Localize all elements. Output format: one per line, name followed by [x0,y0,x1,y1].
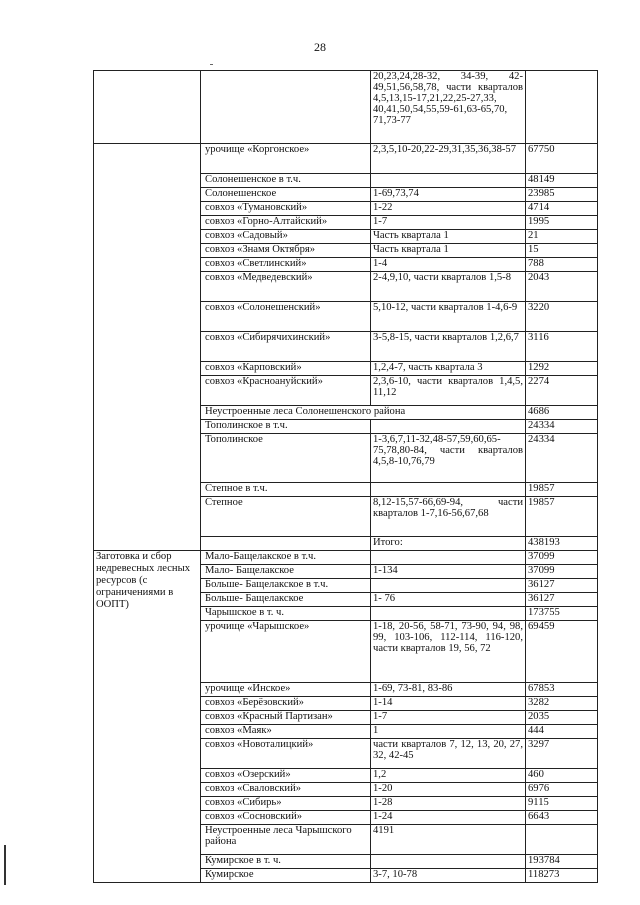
table-row [94,551,598,565]
table-row [94,174,598,188]
forestry-name-cell: совхоз «Светлинский» [201,258,371,272]
forestry-name-cell: урочище «Коргонское» [201,144,371,174]
area-cell: 19857 [526,483,598,497]
activity-cell [94,406,201,420]
area-cell: 3297 [526,739,598,769]
forestry-name-cell: Кумирское [201,869,371,883]
table-row [94,332,598,362]
area-cell: 21 [526,230,598,244]
quarters-cell: 1- 76 [371,593,526,607]
forestry-name-cell: совхоз «Озерский» [201,769,371,783]
activity-cell [94,188,201,202]
quarters-cell [371,174,526,188]
forestry-name-cell: совхоз «Карповский» [201,362,371,376]
area-cell: 69459 [526,621,598,683]
activity-cell [94,497,201,537]
forestry-name-cell: совхоз «Красный Партизан» [201,711,371,725]
forestry-name-cell: Больше- Бащелакское [201,593,371,607]
quarters-cell: 1-4 [371,258,526,272]
quarters-cell: 1,2,4-7, часть квартала 3 [371,362,526,376]
table-row [94,497,598,537]
forestry-name-cell: Солонешенское в т.ч. [201,174,371,188]
area-cell: 48149 [526,174,598,188]
forestry-name-cell: совхоз «Солонешенский» [201,302,371,332]
quarters-cell: 1-18, 20-56, 58-71, 73-90, 94, 98, 99, 103-106, 112-114, 116-120, части кварталов 19, 56, 72 [371,621,526,683]
area-cell: 173755 [526,607,598,621]
quarters-cell: 1,2 [371,769,526,783]
area-cell: 24334 [526,420,598,434]
area-cell: 4714 [526,202,598,216]
forestry-name-cell: совхоз «Медведевский» [201,272,371,302]
forestry-name-cell: совхоз «Сваловский» [201,783,371,797]
activity-cell [94,244,201,258]
margin-mark [4,845,6,885]
forestry-name-cell [201,71,371,144]
quarters-cell: 1-3,6,7,11-32,48-57,59,60,65-75,78,80-84, части кварталов 4,5,8-10,76,79 [371,434,526,483]
area-cell: 788 [526,258,598,272]
area-cell: 460 [526,769,598,783]
table-row [94,362,598,376]
area-cell: 2274 [526,376,598,406]
table-row [94,406,598,420]
activity-cell: Заготовка и сбор недревесных лесных ресурсов (с ограничениями в ООПТ) [94,551,201,883]
activity-cell [94,272,201,302]
area-cell: 118273 [526,869,598,883]
quarters-cell: 1-14 [371,697,526,711]
area-cell: 4686 [526,406,598,420]
area-cell: 3116 [526,332,598,362]
quarters-cell: 3-7, 10-78 [371,869,526,883]
area-cell: 67750 [526,144,598,174]
quarters-cell [371,551,526,565]
forestry-name-cell [201,537,371,551]
area-cell: 19857 [526,497,598,537]
table-row [94,302,598,332]
table-row [94,483,598,497]
quarters-cell: 1-20 [371,783,526,797]
quarters-cell: 1-7 [371,711,526,725]
quarters-cell [371,607,526,621]
area-cell: 36127 [526,579,598,593]
forestry-name-cell: совхоз «Сосновский» [201,811,371,825]
area-cell: 37099 [526,551,598,565]
activity-cell [94,174,201,188]
table-row [94,537,598,551]
forestry-name-cell: совхоз «Красноануйский» [201,376,371,406]
area-cell: 67853 [526,683,598,697]
area-cell: 193784 [526,855,598,869]
forestry-name-cell: Тополинское [201,434,371,483]
forestry-name-cell: Больше- Бащелакское в т.ч. [201,579,371,593]
quarters-cell: 1 [371,725,526,739]
area-cell [526,71,598,144]
forestry-name-cell: совхоз «Тумановский» [201,202,371,216]
quarters-cell [371,483,526,497]
area-cell: 3282 [526,697,598,711]
quarters-cell: 2,3,6-10, части кварталов 1,4,5, 11,12 [371,376,526,406]
forestry-name-cell: Степное в т.ч. [201,483,371,497]
forestry-name-cell: урочище «Чарышское» [201,621,371,683]
forestry-name-cell: Неустроенные леса Солонешенского района [201,406,526,420]
area-cell: 2035 [526,711,598,725]
activity-cell [94,420,201,434]
area-cell: 36127 [526,593,598,607]
area-cell: 2043 [526,272,598,302]
forestry-name-cell: Неустроенные леса Чарышского района [201,825,371,855]
activity-cell [94,332,201,362]
forestry-name-cell: совхоз «Сибирячихинский» [201,332,371,362]
table-row [94,434,598,483]
table-row [94,230,598,244]
quarters-cell: 4191 [371,825,526,855]
activity-cell [94,376,201,406]
activity-cell [94,71,201,144]
table-row [94,144,598,174]
forestry-name-cell: Кумирское в т. ч. [201,855,371,869]
area-cell: 23985 [526,188,598,202]
table-row [94,216,598,230]
table-row [94,258,598,272]
quarters-cell [371,579,526,593]
area-cell: 15 [526,244,598,258]
quarters-cell: Часть квартала 1 [371,230,526,244]
forestry-name-cell: Чарышское в т. ч. [201,607,371,621]
forestry-name-cell: Солонешенское [201,188,371,202]
activity-cell [94,216,201,230]
area-cell [526,825,598,855]
quarters-cell: 20,23,24,28-32, 34-39, 42-49,51,56,58,78, части кварталов 4,5,13,15-17,21,22,25-27,33, 40,41,50,54,55,59-61,63-65,70, 71,73-77 [371,71,526,144]
quarters-cell: части кварталов 7, 12, 13, 20, 27, 32, 42-45 [371,739,526,769]
forestry-name-cell: совхоз «Сибирь» [201,797,371,811]
quarters-cell: 1-134 [371,565,526,579]
forestry-name-cell: совхоз «Садовый» [201,230,371,244]
activity-cell [94,302,201,332]
forestry-name-cell: совхоз «Новоталицкий» [201,739,371,769]
table-row [94,376,598,406]
area-cell: 3220 [526,302,598,332]
quarters-cell: 1-69,73,74 [371,188,526,202]
area-cell: 37099 [526,565,598,579]
quarters-cell: 2,3,5,10-20,22-29,31,35,36,38-57 [371,144,526,174]
activity-cell [94,537,201,551]
area-cell: 1292 [526,362,598,376]
area-cell: 444 [526,725,598,739]
table-row [94,202,598,216]
forestry-name-cell: совхоз «Берёзовский» [201,697,371,711]
quarters-cell [371,420,526,434]
forestry-name-cell: совхоз «Знамя Октября» [201,244,371,258]
table-row [94,71,598,144]
activity-cell [94,230,201,244]
quarters-cell: 1-69, 73-81, 83-86 [371,683,526,697]
quarters-cell: 1-7 [371,216,526,230]
area-cell: 24334 [526,434,598,483]
forestry-name-cell: Тополинское в т.ч. [201,420,371,434]
scan-mark [210,64,213,65]
activity-cell [94,434,201,483]
quarters-cell: 1-24 [371,811,526,825]
forestry-name-cell: совхоз «Горно-Алтайский» [201,216,371,230]
quarters-cell: Итого: [371,537,526,551]
quarters-cell: 2-4,9,10, части кварталов 1,5-8 [371,272,526,302]
area-cell: 438193 [526,537,598,551]
quarters-cell: Часть квартала 1 [371,244,526,258]
activity-cell [94,362,201,376]
table-row [94,420,598,434]
area-cell: 6976 [526,783,598,797]
quarters-cell: 8,12-15,57-66,69-94, части кварталов 1-7,16-56,67,68 [371,497,526,537]
table-row [94,188,598,202]
forest-table [93,70,598,883]
activity-cell [94,483,201,497]
table-row [94,272,598,302]
area-cell: 6643 [526,811,598,825]
quarters-cell: 1-22 [371,202,526,216]
activity-cell [94,144,201,174]
quarters-cell: 3-5,8-15, части кварталов 1,2,6,7 [371,332,526,362]
forestry-name-cell: урочище «Инское» [201,683,371,697]
quarters-cell: 1-28 [371,797,526,811]
quarters-cell: 5,10-12, части кварталов 1-4,6-9 [371,302,526,332]
page-number: 28 [314,40,326,54]
area-cell: 9115 [526,797,598,811]
activity-cell [94,258,201,272]
forestry-name-cell: Мало- Бащелакское [201,565,371,579]
area-cell: 1995 [526,216,598,230]
forestry-name-cell: Степное [201,497,371,537]
forestry-name-cell: Мало-Бащелакское в т.ч. [201,551,371,565]
activity-cell [94,202,201,216]
forestry-name-cell: совхоз «Маяк» [201,725,371,739]
table-row [94,244,598,258]
quarters-cell [371,855,526,869]
